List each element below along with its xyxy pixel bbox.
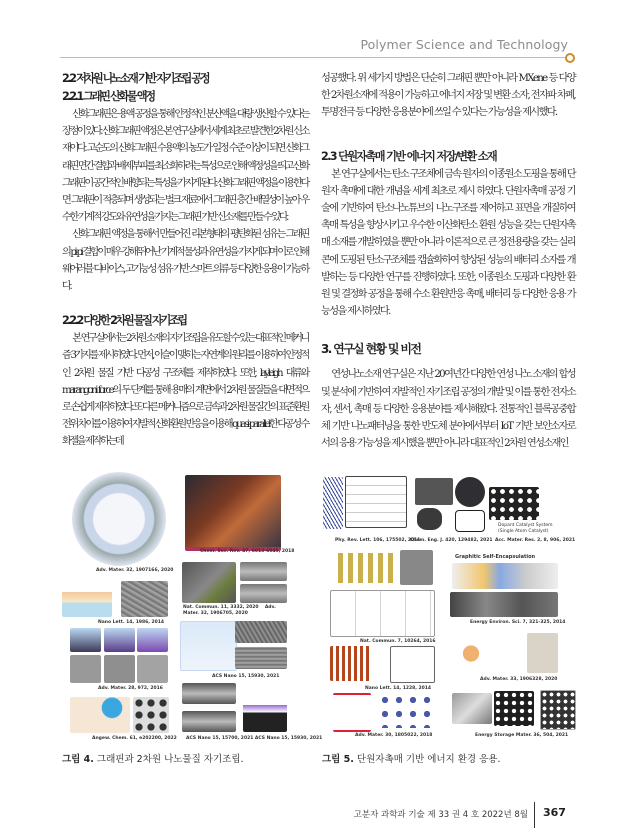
figure-citation: Energy Environ. Sci. 7, 321-325, 2014 [470,620,566,625]
header-rule [60,57,565,58]
page-number: 367 [543,806,566,819]
figure-citation: Nat. Commun. 11, 3332, 2020 Adv. Mater. 32, 1906705, 2020 [183,605,278,616]
figure-citation: Angew. Chem. 61, e202200, 2022 [92,736,177,741]
journal-header: Polymer Science and Technology [360,37,568,52]
figure-panel-schematic [333,693,371,732]
figure-panel-sem [121,581,168,617]
figure-panel-tem [400,550,433,585]
caption-text: 단원자촉매 기반 에너지 환경 응용. [356,754,501,765]
figure-panel-sem [415,478,453,505]
figure-panel-schematic [104,628,135,652]
figure-5-caption [322,751,501,765]
paragraph: 본 연구실에서는 2차원 소재의 자기조립을 유도할 수 있는 대표적인 메커니즘 3가지를 제시하였다. 먼저, 이슬이 맺히는 자연계의 원리를 이용하여 안정적인 2차원 물질 기반 다공성 구조체를 제작하였다. 또한, layleigh 대류와 marangoni force의 두 단계를 통해 용매의 계면에서 2차원 물질들을 대면적으로 손쉽게 제작하였다. 또 다른 메커니즘으로 금속과 2차원 물질간의 표준환원전위 차이를 이용하여 자발적 산화환원 반응을 이용해 quasi-parallel한 다공성 수화젤을 제작하는데 [62,333,308,448]
figure-panel-schematic [137,628,168,652]
figure-panel-plots [330,590,435,637]
section-heading-2-2-1: 2.2.1 그래핀 산화물 액정 [62,90,154,103]
figure-citation: Acc. Mater. Res. 2, 8, 906, 2021 [495,538,576,543]
figure-panel-schematic [243,683,287,732]
figure-panel-sem [70,655,101,683]
figure-panel-sem [240,562,287,581]
figure-panel-schematic [70,628,101,652]
figure-panel-sem [182,683,236,704]
figure-panel-schematic [452,693,492,724]
figure-panel-sem [104,655,135,683]
figure-panel-sem [450,592,558,617]
figure-panel-spectrum [345,476,407,528]
figure-panel-sem [137,655,168,683]
left-column [62,70,308,451]
figure-citation: Nano Lett. 14, 1986, 2014 [98,620,165,625]
caption-label: 그림 4. [62,754,94,765]
figure-panel-sem [182,711,236,732]
figure-panel-schematic [333,553,398,583]
figure-panel-schematic [70,697,130,733]
figure-panel-schematic [62,581,112,617]
figure-panel-lattice [323,477,343,529]
figure-panel-self-assembly-diagram [72,472,166,566]
section-heading-2-2-2: 2.2.2 다양한 2차원 물질 자기조립 [62,314,186,328]
figure-citation: Adv. Mater. 32, 1907166, 2020 [96,568,174,573]
figure-panel-sem [235,621,287,643]
caption-label: 그림 5. [322,754,354,765]
figure-citation: Nat. Commun. 7, 10264, 2016 [360,639,436,644]
footer-divider [534,802,535,828]
figure-citation: ACS Nano 15, 15930, 2021 [212,674,280,679]
section-heading-2-3: 2.3 단원자촉매 기반 에너지 저장/변환 소재 [321,149,497,163]
figure-panel-sem [133,697,169,733]
figure-panel-text: Graphitic Self-Encapsulation [455,554,536,560]
figure-citation: Adv. Mater. 33, 1906328, 2020 [480,677,558,682]
figure-panel-sem [417,508,442,530]
paragraph: 산화그래핀 액정을 통해서 만들어진 리본형태의 평탄화된 섬유는 그래핀의 pi-pi 결합이 매우 강해 뛰어난 기계적 물성과 유연성을 가지게 되며 이로 인해 웨어러블 디바이스, 고기능성 섬유 기반 스마트 의류 등 다양한 응용이 가능하다. [62,229,308,293]
figure-citation: Nano Lett. 14, 1228, 2014 [365,686,432,691]
figure-citation: Energy Storage Mater. 36, 504, 2021 [475,733,569,738]
figure-citation: Phy. Rev. Lett. 106, 175502, 2011 [335,538,421,543]
figure-panel-nanorods [330,646,370,681]
section-heading-3: 3. 연구실 현황 및 비전 [321,342,421,357]
footer-journal-issue: 고분자 과학과 기술 제 33 권 4 호 2022년 8월 [353,810,528,820]
figure-citation: Adv. Mater. 30, 1805022, 2018 [355,733,433,738]
figure-panel-lattice [540,690,576,730]
figure-panel-text: Dopant Catalyst System [498,523,553,528]
figure-citation: ACS Nano 15, 15700, 2021 ACS Nano 15, 15930, 2021 [186,736,323,741]
figure-panel-schematic [452,563,558,589]
figure-panel-photo [185,475,281,551]
figure-panel-sem [182,562,236,603]
header-dot-ornament [565,53,575,63]
figure-panel-sem [455,477,485,507]
figure-panel-lattice [455,510,485,532]
figure-citation: Adv. Mater. 28, 972, 2016 [98,686,163,691]
figure-panel-lattice [494,691,534,726]
figure-citation: Chem. Soc. Rev. 47, 6013-6045, 2018 [200,549,295,554]
paragraph: 연성나노소재 연구실은 지난 20여년간 다양한 연성 나노 소재의 합성 및 분석에 기반하여 자발적인 자기조립 공정의 개발 및 이를 통한 전자소자, 센서, 촉매 등 다양한 응용분야를 제시해왔다. 전통적인 블록공중합체 기반 나노패터닝을 통한 반도체 분야에서부터 IoT 기반 보안소자로서의 응용 가능성을 제시했을 뿐만 아니라 대표적인 2차원 연성소재인 [321,369,575,450]
figure-panel-sem [235,647,287,669]
caption-text: 그래핀과 2차원 나노물질 자기조립. [96,754,244,765]
figure-panel-photo [527,633,558,673]
figure-panel-mxene-schematic [180,621,237,671]
figure-4-caption [62,751,244,765]
paragraph: 본 연구실에서는 탄소 구조체에 금속 원자의 이종원소 도핑을 통해 단원자 촉매에 대한 개념을 세계 최초로 제시 하였다. 단원자촉매 공정 기술에 기반하여 탄소나노튜브의 나노구조를 제어하고 표면을 개질하여 촉매 특성을 향상시키고 우수한 이산화탄소 환원 성능을 갖는 단원자촉매 소재를 개발하였을 뿐만 아니라 이론적으로 큰 정전용량을 갖는 실리콘에 도핑된 탄소구조체를 캡슐화하여 향상된 성능의 배터리 소자를 개발하는 등 다양한 연구를 진행하였다. 또한, 이종원소 도핑과 다양한 환원 및 결정화 공정을 통해 수소 환원반응 촉매, 배터리 등 다양한 응용 가능성을 제시하였다. [321,168,575,318]
paragraph: 산화그래핀은 용액 공정을 통해 안정적인 분산액을 대량 생산할 수 있다는 장점이 있다. 산화그래핀 액정은 본 연구실에서 세계 최초로 발견한 2차원 신소재이다. 고순도의 산화그래핀 수용액의 농도가 일정 수준 이상이 되면 산화그래핀 면간 결합과 배제부피를 최소화하려는 특성으로 인해 액정성을 띄고 산화그래핀이 공간적인 배향되는 특성을 가지게 된다. 산화그래핀 액정을 이용한다면 그래핀이 적층되며 생성되는 벌크 재료에서 그래핀 층간 배열성이 높아 우수한 기계적 강도와 유연성을 가지는 그래핀 기반 신소재를 만들 수 있다. [62,109,308,224]
figure-panel-graphene-lattice [489,487,539,520]
paragraph: 성공했다. 위 세가지 방법은 단순히 그래핀 뿐만 아니라 MXene 등 다양한 2차원소재에 적용이 가능하고 에너지 저장 및 변환 소자, 전자파 차폐, 투명전극 등 다양한 응용분야에 쓰일 수 있다는 가능성을 제시했다. [321,73,575,119]
figure-citation: Chem. Eng. J. 420, 129482, 2021 [410,538,493,543]
figure-panel-plot [390,646,435,683]
figure-panel-particles [378,693,433,728]
figure-panel-sem [240,584,287,603]
figure-panel-text: (Single Atom Catalyst) [498,529,549,534]
section-heading-2-2: 2.2 저차원 나노소재 기반 자기조립 공정 [62,72,209,85]
right-column [321,70,575,452]
figure-panel-schematic [450,635,520,672]
